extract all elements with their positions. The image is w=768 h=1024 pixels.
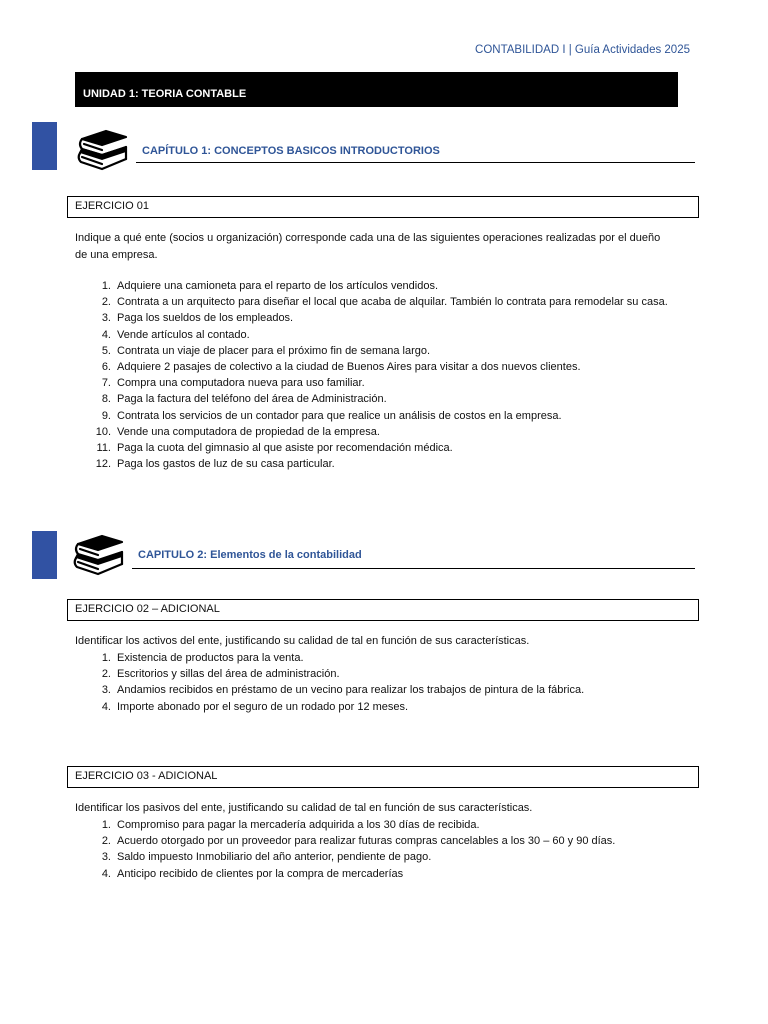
list-item-text: Vende artículos al contado. [117,328,250,341]
list-item [75,294,675,310]
chapter1-underline [136,162,695,163]
list-item-number: 12. [95,458,111,471]
list-item-number: 4. [101,328,111,341]
ex03-intro: Identificar los pasivos del ente, justificando su calidad de tal en función de sus características. [75,802,533,814]
list-item-text: Compra una computadora nueva para uso familiar. [117,377,365,390]
list-item-number: 3. [101,312,111,325]
page-header: CONTABILIDAD I | Guía Actividades 2025 [475,44,690,56]
list-item-text: Contrata a un arquitecto para diseñar el local que acaba de alquilar. También lo contrata para remodelar su casa. [117,296,668,309]
list-item-number: 3. [101,684,111,697]
list-item-number: 5. [101,344,111,357]
list-item-number: 9. [101,409,111,422]
list-item [75,456,675,472]
list-item-text: Escritorios y sillas del área de administración. [117,668,340,681]
list-item-text: Andamios recibidos en préstamo de un vecino para realizar los trabajos de pintura de la fábrica. [117,684,585,697]
ex03-title: EJERCICIO 03 - ADICIONAL [75,770,218,782]
list-item-number: 2. [101,835,111,848]
list-item [75,650,675,666]
list-item-text: Compromiso para pagar la mercadería adquirida a los 30 días de recibida. [117,819,480,831]
ex01-list [75,278,675,472]
list-item [75,440,675,456]
list-item-number: 2. [101,668,111,681]
list-item-text: Saldo impuesto Inmobiliario del año anterior, pendiente de pago. [117,851,432,864]
ex03-title-box [67,766,699,788]
list-item-number: 6. [101,361,111,374]
list-item-text: Paga los gastos de luz de su casa particular. [117,458,335,471]
list-item [75,343,675,359]
list-item [75,817,675,833]
ex01-intro: Indique a qué ente (socios u organización) corresponde cada una de las siguientes operaciones realizadas por el dueño de una empresa. [75,232,661,261]
list-item-text: Paga la factura del teléfono del área de Administración. [117,393,387,406]
unit-title: UNIDAD 1: TEORIA CONTABLE [83,88,247,100]
chapter2-underline [132,568,695,569]
ex02-title: EJERCICIO 02 – ADICIONAL [75,603,220,615]
list-item [75,327,675,343]
list-item-number: 7. [101,377,111,390]
list-item-text: Contrata los servicios de un contador para que realice un análisis de costos en la empresa. [117,409,562,422]
list-item-text: Contrata un viaje de placer para el próximo fin de semana largo. [117,344,431,357]
chapter1-accent-block [32,122,57,170]
books-stack-icon [72,532,126,580]
list-item-number: 4. [101,867,111,880]
ex02-intro: Identificar los activos del ente, justificando su calidad de tal en función de sus características. [75,635,530,647]
list-item-number: 10. [95,425,111,438]
list-item-text: Existencia de productos para la venta. [117,652,304,664]
ex01-title-box [67,196,699,218]
list-item [75,866,675,882]
list-item-text: Acuerdo otorgado por un proveedor para realizar futuras compras cancelables a los 30 – 60 y 90 días. [117,835,616,848]
list-item [75,310,675,326]
ex02-list [75,650,675,715]
list-item-number: 3. [101,851,111,864]
list-item [75,699,675,715]
ex01-title: EJERCICIO 01 [75,200,149,212]
list-item [75,424,675,440]
list-item [75,833,675,849]
ex02-title-box [67,599,699,621]
chapter2-accent-block [32,531,57,579]
list-item [75,849,675,865]
list-item-text: Adquiere una camioneta para el reparto de los artículos vendidos. [117,280,439,292]
list-item-text: Vende una computadora de propiedad de la empresa. [117,425,380,438]
list-item-text: Paga la cuota del gimnasio al que asiste por recomendación médica. [117,442,453,455]
ex03-list [75,817,675,882]
list-item [75,278,675,294]
unit-title-bar [75,72,678,107]
list-item [75,391,675,407]
list-item [75,682,675,698]
chapter2-title: CAPITULO 2: Elementos de la contabilidad [138,549,362,561]
list-item [75,375,675,391]
list-item [75,666,675,682]
list-item [75,408,675,424]
list-item-number: 1. [101,280,111,292]
chapter1-title: CAPÍTULO 1: CONCEPTOS BASICOS INTRODUCTORIOS [142,145,440,157]
list-item-text: Paga los sueldos de los empleados. [117,312,294,325]
list-item-number: 1. [101,819,111,831]
books-stack-icon [76,127,130,175]
list-item-text: Importe abonado por el seguro de un rodado por 12 meses. [117,700,409,713]
list-item-number: 1. [101,652,111,664]
list-item [75,359,675,375]
list-item-number: 8. [101,393,111,406]
list-item-number: 11. [96,442,111,455]
list-item-number: 2. [101,296,111,309]
list-item-text: Adquiere 2 pasajes de colectivo a la ciudad de Buenos Aires para visitar a dos nuevos clientes. [117,361,581,374]
list-item-number: 4. [101,700,111,713]
list-item-text: Anticipo recibido de clientes por la compra de mercaderías [117,867,404,880]
